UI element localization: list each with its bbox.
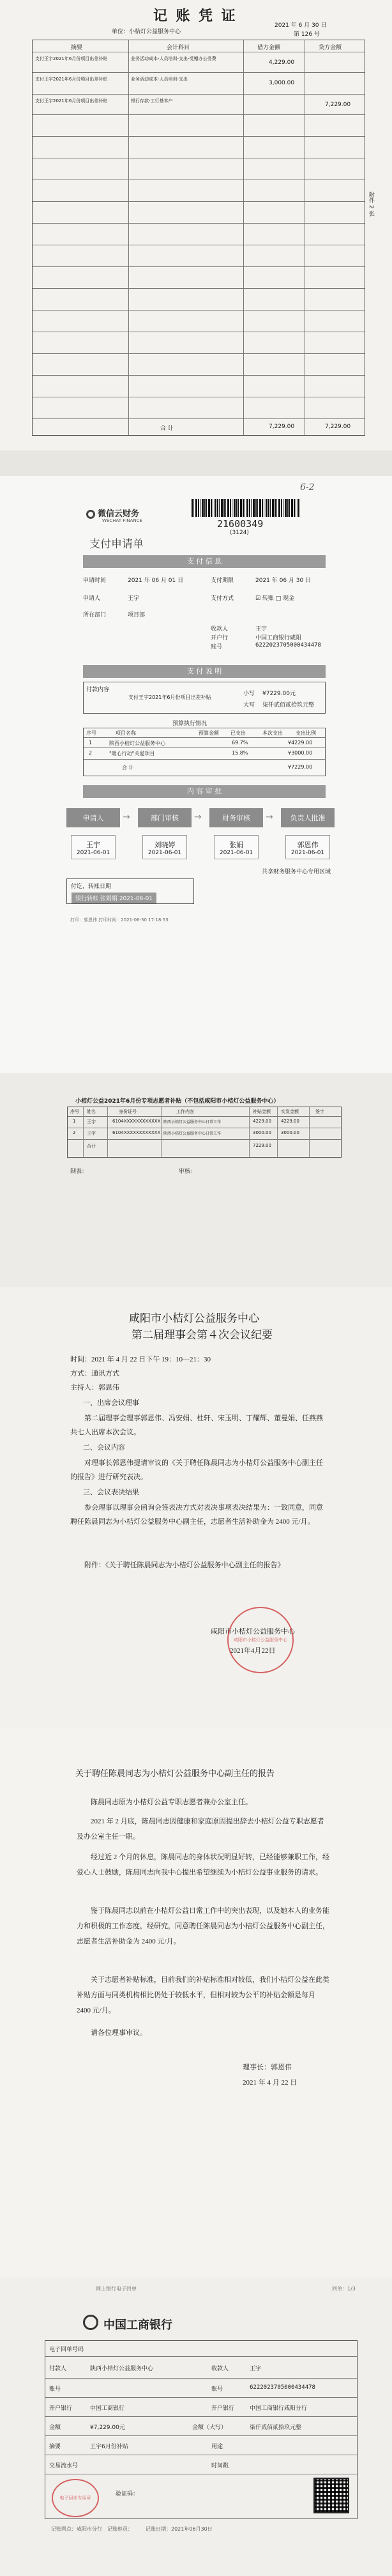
budget-row-1-now: ¥4229.00: [288, 740, 313, 746]
voucher-total-credit: 7,229.00: [325, 424, 351, 430]
flow-step-applicant: 申请人: [66, 808, 120, 827]
receipt-amount: ¥7,229.00元: [90, 2425, 125, 2431]
flow-step-dept: 部门审核: [138, 808, 192, 827]
voucher-row-2-summary: 支付王宇2021年6月份项目出差补贴: [35, 77, 108, 82]
receipt-serial-label: 交易流水号: [49, 2463, 79, 2469]
subsidy-col-work: 工作内容: [176, 1109, 194, 1114]
handwritten-note: 6-2: [300, 482, 315, 493]
receipt-purpose-label: 用途: [211, 2444, 223, 2450]
company-logo: 微信云财务: [86, 507, 139, 519]
budget-row-2-pct: 15.8%: [232, 750, 248, 756]
pay-content-label: 付款内容: [86, 687, 110, 693]
report-p5: 关于志愿者补贴标准，目前我们的补贴标准相对较低，我们小桔灯公益在此类补贴方面与同类机构相比仍处于较低水平，但相对较为公平的补贴金额是每月 2400 元/月。: [77, 1976, 329, 2014]
subsidy-row-1-no: 1: [73, 1119, 76, 1124]
subsidy-row-1-paid: 4229.00: [281, 1119, 299, 1124]
subsidy-total-label: 合计: [87, 1144, 96, 1149]
apply-time-label: 申请时间: [83, 578, 107, 584]
flow-footer: 共享财务服务中心专用区域: [262, 869, 331, 875]
voucher-row-1-summary: 支付王宇2021年6月份项目出差补贴: [35, 56, 108, 61]
minutes-sec1-head: 一、出席会议理事: [83, 1399, 139, 1407]
budget-col-name: 项目名称: [116, 730, 136, 736]
voucher-table: [32, 40, 365, 436]
applicant-label: 申请人: [83, 595, 101, 602]
budget-col-budget: 预算金额: [199, 730, 219, 736]
budget-row-2-name: "暖心行动"关爱项目: [109, 751, 155, 756]
report-title: 关于聘任陈晨同志为小桔灯公益服务中心副主任的报告: [75, 1768, 275, 1778]
logo-sub: WECHAT FINANCE: [102, 518, 142, 523]
receipt-amount-big-label: 金额（大写）: [192, 2425, 227, 2431]
bank-receipt-sheet: [0, 2278, 392, 2576]
amount-big-label: 大写: [243, 702, 255, 709]
subsidy-row-1-id: 6104XXXXXXXXXXXX: [112, 1119, 161, 1124]
receipt-payee-acct: 6222023705000434478: [250, 2384, 315, 2391]
payee-label: 收款人: [211, 626, 229, 632]
voucher-row-1-account: 业务活动成本-人员培训-支出-受赠办公务费: [131, 56, 216, 61]
flow-sign-4: 郭恩伟 2021-06-01: [285, 835, 330, 859]
voucher-col-account: 会计科目: [167, 45, 190, 51]
bank-label: 开户行: [211, 635, 229, 641]
icbc-logo-icon: [83, 2315, 98, 2330]
voucher-date: 2021 年 6 月 30 日: [275, 22, 327, 29]
subsidy-maker: 制表：: [70, 1169, 88, 1175]
flow-step-leader: 负责人批准: [281, 808, 335, 827]
report-p4: 鉴于陈晨同志以前在小桔灯公益日常工作中的突出表现，以及她本人的业务能力和积极的工作态度，经研究，同意聘任陈晨同志为小桔灯公益服务中心副主任，志愿者生活补助金为 2400 元/月。: [77, 1907, 329, 1945]
dept-label: 所在部门: [83, 612, 107, 618]
receipt-tag-right: 回单：1/3: [332, 2286, 356, 2292]
receipt-payer: 陕西小桔灯公益服务中心: [90, 2366, 154, 2372]
qr-code-icon: [313, 2478, 349, 2513]
flow-sign-1: 王宇 2021-06-01: [71, 835, 116, 859]
receipt-amount-label: 金额: [49, 2425, 61, 2431]
receipt-payee-label: 收款人: [211, 2366, 229, 2372]
applicant: 王宇: [128, 595, 140, 602]
subsidy-col-no: 序号: [70, 1109, 79, 1114]
budget-col-no: 序号: [86, 730, 96, 736]
budget-col-pct: 支出比例: [296, 730, 316, 736]
pay-deadline: 2021 年 06 月 30 日: [255, 578, 312, 584]
subsidy-reviewer: 审核：: [179, 1169, 197, 1175]
barcode-number: 21600349: [217, 518, 264, 530]
dept: 项目部: [128, 612, 146, 618]
voucher-row-3-summary: 支付王宇2021年6月份项目出差补贴: [35, 98, 108, 103]
minutes-sec2: 对理事长郭恩伟提请审议的《关于聘任陈晨同志为小桔灯公益服务中心副主任的报告》进行研究表决。: [70, 1459, 323, 1481]
subsidy-col-amt: 补贴金额: [253, 1109, 271, 1114]
budget-col-spent: 已支出: [230, 730, 246, 736]
bank-name: 中国工商银行: [103, 2319, 172, 2332]
logo-icon: [86, 510, 95, 519]
subsidy-col-id: 身份证号: [119, 1109, 137, 1114]
report-p1: 陈晨同志原为小桔灯公益专职志愿者兼办公室主任。: [91, 1798, 252, 1806]
voucher-unit: 单位：小桔灯公益服务中心: [112, 29, 181, 35]
minutes-place: 方式：通讯方式: [70, 1370, 119, 1377]
subsidy-row-2-work: 陕西小桔灯公益服务中心日常工作: [163, 1131, 222, 1136]
budget-row-1-no: 1: [89, 740, 93, 746]
report-p6: 请各位理事审议。: [91, 2029, 147, 2037]
report-p3: 经过近 2 个月的休息，陈晨同志的身体状况明显好转，已经能够兼职工作，经爱心人士鼓励，陈晨同志向我中心提出希望继续为小桔灯公益事业服务的请求。: [77, 1853, 329, 1876]
voucher-row-1-debit: 4,229.00: [269, 59, 295, 66]
flow-arrow-1: →: [123, 812, 130, 822]
subsidy-sheet: [0, 1073, 392, 1287]
amount-small-label: 小写: [243, 691, 255, 697]
minutes-title-2: 第二届理事会第４次会议纪要: [132, 1329, 273, 1341]
receipt-amount-big: 柒仟贰佰贰拾玖元整: [250, 2425, 302, 2431]
receipt-payee: 王宇: [250, 2366, 262, 2372]
subsidy-row-1-name: 王宇: [87, 1119, 96, 1124]
minutes-org: 咸阳市小桔灯公益服务中心: [211, 1628, 295, 1636]
voucher-total-debit: 7,229.00: [269, 424, 295, 430]
pay-stamp: 银行转账 张娟娟 2021-06-01: [72, 893, 156, 903]
report-date: 2021 年 4 月 22 日: [243, 2079, 298, 2087]
minutes-time: 时间：2021 年 4 月 22 日下午 19：10—21：30: [70, 1356, 211, 1363]
pay-content-box: [83, 682, 326, 714]
voucher-total-label: 合 计: [160, 425, 174, 432]
minutes-title-1: 咸阳市小桔灯公益服务中心: [129, 1312, 259, 1324]
flow-arrow-3: →: [266, 812, 273, 822]
pay-status: 付讫，转账日期: [71, 884, 112, 890]
report-p2: 2021 年 2 月底，陈晨同志因健康和家庭原因提出辞去小桔灯公益专职志愿者及办公室主任一职。: [77, 1818, 324, 1841]
voucher-row-2-account: 业务活动成本-人员培训-支出: [131, 77, 188, 82]
budget-total: ¥7229.00: [288, 764, 313, 770]
report-sign: 理事长：郭恩伟: [243, 2064, 292, 2071]
voucher-row-2-debit: 3,000.00: [269, 80, 295, 86]
section-pay-info: 支 付 信 息: [83, 555, 326, 568]
minutes-host: 主持人：郭恩伟: [70, 1384, 119, 1392]
subsidy-table: [67, 1107, 342, 1158]
flow-arrow-2: →: [194, 812, 202, 822]
account-label: 账号: [211, 644, 223, 650]
pay-method-label: 支付方式: [211, 595, 234, 602]
minutes-sec3: 参会理事以理事会函询会签表决方式对表决事项表决结果为：一致同意，同意聘任陈晨同志为小桔灯公益服务中心副主任，志愿者生活补助金为 2400 元/月。: [70, 1504, 323, 1526]
minutes-date: 2021年4月22日: [230, 1647, 276, 1655]
budget-row-2-now: ¥3000.00: [288, 750, 313, 756]
barcode: [192, 499, 300, 517]
budget-row-1-name: 陕西小桔灯公益服务中心: [109, 740, 165, 746]
minutes-stamp: 咸阳市小桔灯公益服务中心: [227, 1607, 294, 1673]
flow-step-finance: 财务审核: [209, 808, 263, 827]
voucher-col-credit: 贷方金额: [319, 45, 342, 51]
section-pay-explain: 支 付 说 明: [83, 665, 326, 678]
minutes-sec2-head: 二、会议内容: [83, 1444, 125, 1452]
flow-sign-3: 张娟 2021-06-01: [214, 835, 259, 859]
receipt-no-label: 电子回单号码: [49, 2347, 84, 2353]
receipt-timestamp-label: 时间戳: [211, 2463, 229, 2469]
subsidy-row-2-amt: 3000.00: [253, 1130, 271, 1135]
subsidy-row-2-paid: 3000.00: [281, 1130, 299, 1135]
receipt-payee-bank-label: 开户银行: [211, 2405, 235, 2412]
minutes-sec3-head: 三、会议表决结果: [83, 1489, 139, 1496]
subsidy-col-name: 姓名: [87, 1109, 96, 1114]
receipt-verify: 验证码：: [116, 2491, 139, 2497]
subsidy-col-sign: 签字: [315, 1109, 324, 1114]
flow-sign-2: 刘晓婷 2021-06-01: [142, 835, 187, 859]
minutes-sec1: 第二届理事会理事郭恩伟、冯安娟、杜轩、宋玉明、丁耀辉、董曼娟、任燕燕共七人出席本次会议。: [70, 1414, 323, 1436]
receipt-payee-bank: 中国工商银行咸阳分行: [250, 2405, 308, 2412]
receipt-tag-left: 网上银行电子回单: [96, 2286, 137, 2292]
subsidy-title: 小桔灯公益2021年6月份专项志愿者补贴（不包括咸阳市小桔灯公益服务中心）: [75, 1098, 280, 1105]
voucher-attach: 附件 2 张: [368, 192, 374, 217]
subsidy-row-1-amt: 4229.00: [253, 1119, 271, 1124]
receipt-stamp: 电子回单专用章: [52, 2479, 99, 2517]
payee: 王宇: [255, 626, 268, 632]
budget-table: [83, 728, 326, 776]
amount-small: ¥7229.00元: [262, 691, 296, 697]
voucher-row-3-account: 银行存款-工行基本户: [131, 98, 173, 103]
payment-request-sheet: [0, 476, 392, 1073]
receipt-payer-bank-label: 开户银行: [49, 2405, 73, 2412]
minutes-sheet: [0, 1287, 392, 1728]
voucher-col-summary: 摘要: [71, 45, 83, 51]
subsidy-row-1-work: 陕西小桔灯公益服务中心日常工作: [163, 1120, 222, 1124]
receipt-footer: 记账网点：咸阳市分行 记账柜员： 记账日期：2021年06月30日: [51, 2526, 213, 2532]
voucher-title: 记 账 凭 证: [153, 8, 238, 24]
receipt-payer-acct-label: 账号: [49, 2386, 61, 2393]
report-sheet: [0, 1728, 392, 2278]
minutes-attachment: 附件：《关于聘任陈晨同志为小桔灯公益服务中心副主任的报告》: [84, 1561, 285, 1569]
budget-title: 预算执行情况: [172, 721, 207, 727]
budget-row-1-pct: 69.7%: [232, 740, 248, 746]
apply-time: 2021 年 06 月 01 日: [128, 578, 184, 584]
subsidy-row-2-no: 2: [73, 1130, 76, 1135]
barcode-sub: (3124): [230, 530, 249, 536]
subsidy-row-2-name: 王宇: [87, 1131, 96, 1136]
receipt-payee-acct-label: 账号: [211, 2386, 223, 2393]
receipt-summary-label: 摘要: [49, 2444, 61, 2450]
subsidy-total: 7229.00: [253, 1143, 271, 1148]
receipt-payer-label: 付款人: [49, 2366, 67, 2372]
voucher-sheet: [0, 0, 392, 450]
voucher-col-debit: 借方金额: [257, 45, 281, 51]
budget-row-2-no: 2: [89, 750, 93, 756]
voucher-row-3-credit: 7,229.00: [325, 102, 351, 108]
budget-total-label: 合 计: [122, 765, 134, 770]
pay-deadline-label: 支付期限: [211, 578, 234, 584]
amount-big: 柒仟贰佰贰拾玖元整: [262, 702, 315, 709]
pay-method: ☑ 转账 □ 现金: [255, 595, 295, 602]
section-approval: 内 容 审 批: [83, 785, 326, 798]
pay-content: 支付王宇2021年6月份项目出差补贴: [128, 694, 211, 700]
payment-request-title: 支付申请单: [89, 538, 144, 551]
receipt-summary: 王宇6月份补贴: [90, 2444, 128, 2450]
budget-col-now: 本次支出: [262, 730, 283, 736]
voucher-no: 第 126 号: [294, 31, 320, 38]
subsidy-col-paid: 实发金额: [281, 1109, 299, 1114]
account: 6222023705000434478: [255, 642, 321, 648]
print-footer: 打印：郭恩伟 打印时间：2021-06-30 17:18:53: [70, 917, 169, 923]
subsidy-row-2-id: 6104XXXXXXXXXXXX: [112, 1130, 161, 1135]
bank: 中国工商银行咸阳: [255, 635, 302, 641]
receipt-payer-bank: 中国工商银行: [90, 2405, 125, 2412]
receipt-table: [45, 2340, 358, 2519]
